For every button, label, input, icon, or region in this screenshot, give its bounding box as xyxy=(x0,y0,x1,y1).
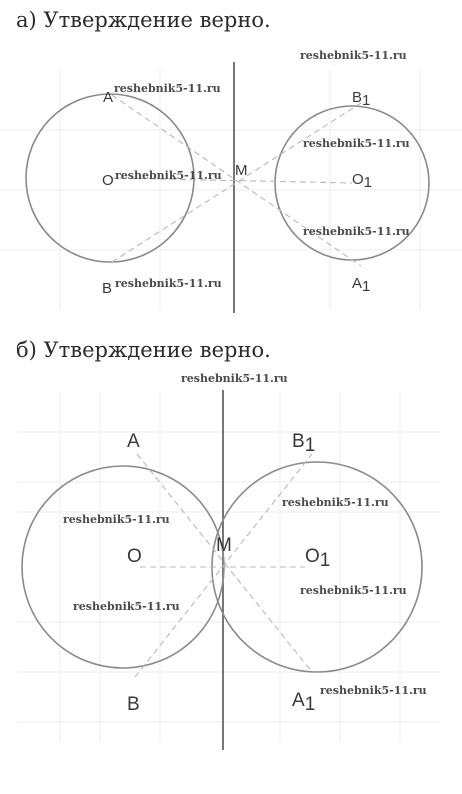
point-o-label: O xyxy=(127,546,142,567)
figure-a xyxy=(0,50,462,320)
watermark: reshebnik5-11.ru xyxy=(115,169,222,182)
point-a-label: A xyxy=(127,431,140,452)
part-b-heading: б) Утверждение верно. xyxy=(16,338,271,362)
watermark: reshebnik5-11.ru xyxy=(115,277,222,290)
point-o-label: O xyxy=(102,172,114,189)
point-b1-label: B1 xyxy=(352,89,371,109)
part-a-heading: а) Утверждение верно. xyxy=(16,8,271,32)
watermark: reshebnik5-11.ru xyxy=(73,600,180,613)
watermark: reshebnik5-11.ru xyxy=(300,50,407,62)
point-b-label: B xyxy=(127,694,140,715)
watermark: reshebnik5-11.ru xyxy=(114,82,221,95)
point-o1-label: O1 xyxy=(352,171,373,191)
point-m-label: M xyxy=(216,535,232,556)
point-o1-label: O1 xyxy=(305,546,331,571)
watermark: reshebnik5-11.ru xyxy=(63,513,170,526)
point-a1-label: A1 xyxy=(352,275,371,295)
point-a1-label: A1 xyxy=(292,690,316,715)
watermark: reshebnik5-11.ru xyxy=(303,137,410,150)
watermark: reshebnik5-11.ru xyxy=(320,684,427,697)
grid-background xyxy=(0,70,462,310)
figure-b xyxy=(0,372,462,752)
watermark: reshebnik5-11.ru xyxy=(181,372,288,385)
watermark: reshebnik5-11.ru xyxy=(282,496,389,509)
point-b-label: B xyxy=(102,280,113,297)
point-m-label: M xyxy=(235,162,248,179)
watermark: reshebnik5-11.ru xyxy=(303,225,410,238)
point-a-label: A xyxy=(103,89,114,106)
watermark: reshebnik5-11.ru xyxy=(300,584,407,597)
point-b1-label: B1 xyxy=(292,431,316,456)
